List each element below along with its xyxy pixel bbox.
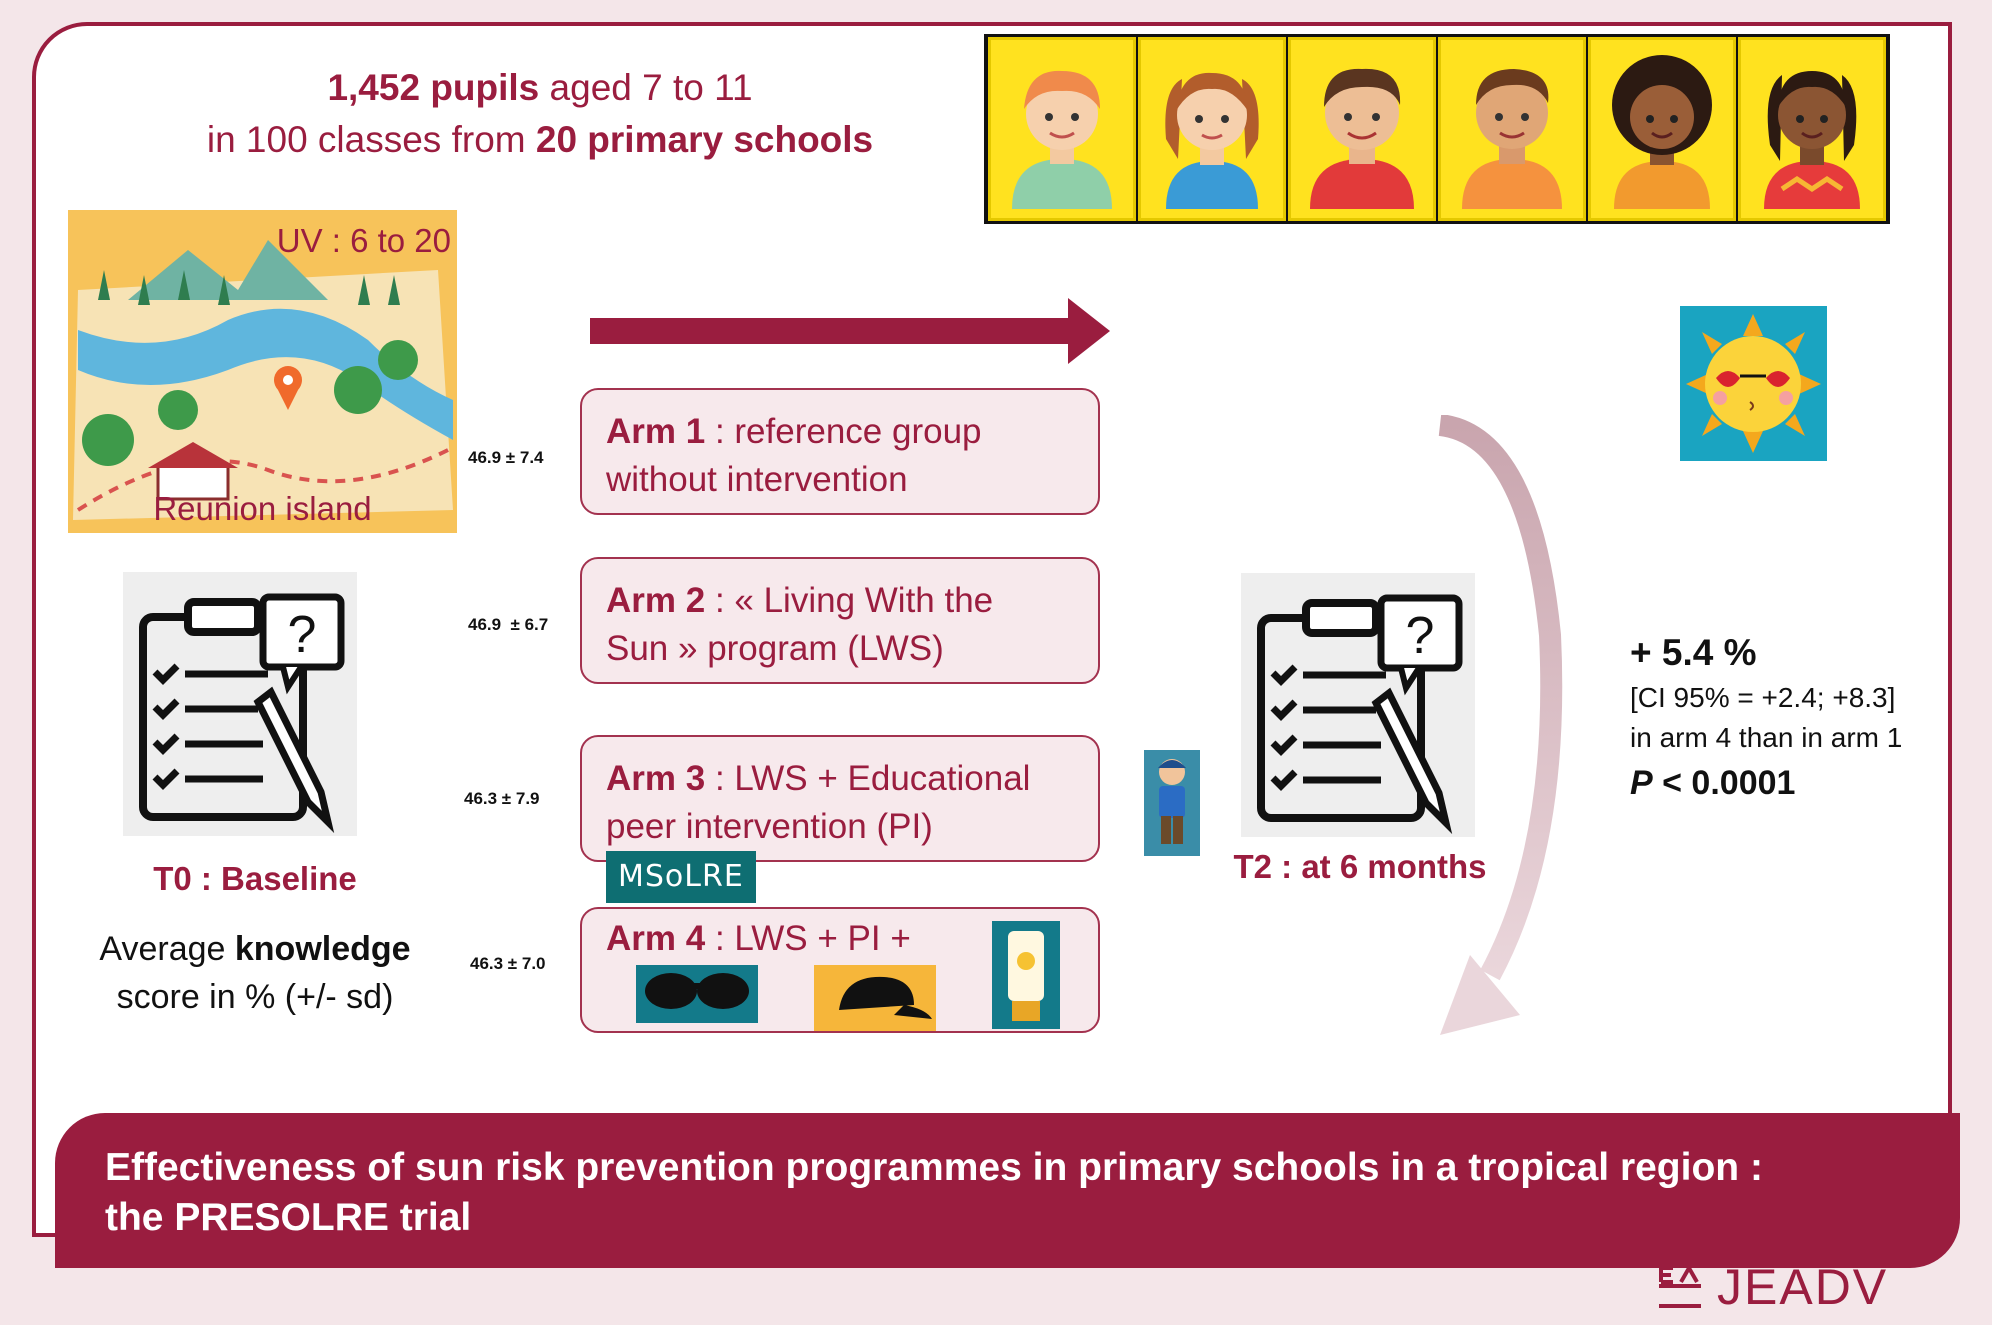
map-label: Reunion island bbox=[153, 490, 372, 527]
arm1-box bbox=[580, 388, 1100, 515]
banner-title-line1: Effectiveness of sun risk prevention programmes in primary schools in a tropical region : bbox=[105, 1146, 1763, 1189]
p-value bbox=[1630, 758, 1960, 808]
sunscreen-icon bbox=[992, 921, 1060, 1029]
baseline-description bbox=[70, 925, 440, 1021]
child-avatar-icon bbox=[1138, 37, 1286, 221]
confidence-interval: [CI 95% = +2.4; +8.3] bbox=[1630, 682, 1896, 713]
title-banner bbox=[55, 1113, 1960, 1268]
uv-range: UV : 6 to 20 bbox=[276, 222, 451, 259]
classes-text: in 100 classes from bbox=[206, 119, 536, 160]
arm1-text-line2: without intervention bbox=[606, 460, 908, 499]
curved-arrow bbox=[1430, 415, 1580, 1060]
arm2-name: Arm 2 bbox=[606, 581, 706, 620]
avg-unit: score in % (+/- sd) bbox=[116, 978, 394, 1016]
arm1-baseline-score: 46.9 ± 7.4 bbox=[468, 448, 544, 467]
banner-title-line2: the PRESOLRE trial bbox=[105, 1196, 472, 1239]
child-avatar-icon bbox=[1288, 37, 1436, 221]
arm3-text-line2: peer intervention (PI) bbox=[606, 807, 933, 846]
baseline-title: T0 : Baseline bbox=[153, 860, 357, 897]
study-population bbox=[150, 62, 930, 166]
effect-size: + 5.4 % bbox=[1630, 632, 1757, 673]
arm4-box bbox=[580, 907, 1100, 1033]
arm2-box bbox=[580, 557, 1100, 684]
result-summary bbox=[1630, 628, 1960, 808]
pupils-age: aged 7 to 11 bbox=[539, 67, 753, 108]
reunion-island-map bbox=[68, 210, 457, 533]
boy-figure-icon bbox=[1144, 750, 1200, 856]
p-symbol: P bbox=[1630, 764, 1653, 802]
cap-icon bbox=[814, 965, 936, 1031]
children-avatars bbox=[984, 34, 1890, 224]
avg-label: Average bbox=[99, 930, 235, 968]
timeline-arrow bbox=[590, 298, 1110, 369]
clipboard-question-icon bbox=[123, 572, 357, 836]
arm2-text: : « Living With the bbox=[705, 581, 994, 620]
child-avatar-icon bbox=[1438, 37, 1586, 221]
child-avatar-icon bbox=[988, 37, 1136, 221]
p-value-number: < 0.0001 bbox=[1652, 764, 1796, 802]
arm3-baseline-score: 46.3 ± 7.9 bbox=[464, 789, 540, 808]
arm4-baseline-score: 46.3 ± 7.0 bbox=[470, 954, 546, 973]
child-avatar-icon bbox=[1588, 37, 1736, 221]
svg-text:?: ? bbox=[287, 606, 317, 664]
arm4-text: : LWS + PI + bbox=[705, 919, 911, 958]
sun-with-sunglasses-icon bbox=[1680, 306, 1827, 461]
baseline-questionnaire bbox=[123, 572, 357, 836]
avg-knowledge: knowledge bbox=[234, 930, 411, 968]
arm3-name: Arm 3 bbox=[606, 759, 706, 798]
arm2-baseline-score: 46.9 ± 6.7 bbox=[468, 615, 549, 634]
journal-name: JEADV bbox=[1717, 1259, 1889, 1315]
schools-count: 20 primary schools bbox=[535, 119, 874, 160]
child-avatar-icon bbox=[1738, 37, 1886, 221]
arm2-text-line2: Sun » program (LWS) bbox=[606, 629, 944, 668]
sunglasses-icon bbox=[636, 965, 758, 1023]
arm3-box bbox=[580, 735, 1100, 894]
pupils-count: 1,452 pupils bbox=[327, 67, 540, 108]
arm3-text: : LWS + Educational bbox=[705, 759, 1031, 798]
followup-title: T2 : at 6 months bbox=[1233, 848, 1487, 885]
svg-text:?: ? bbox=[1405, 607, 1435, 665]
comparison-text: in arm 4 than in arm 1 bbox=[1630, 722, 1903, 753]
arm4-name: Arm 4 bbox=[606, 919, 706, 958]
arm1-text: : reference group bbox=[705, 412, 982, 451]
arm1-name: Arm 1 bbox=[606, 412, 706, 451]
eadv-mark-icon bbox=[1655, 1264, 1705, 1310]
msolre-logo: MSoLRE bbox=[606, 851, 756, 903]
journal-logo bbox=[1655, 1259, 1889, 1315]
